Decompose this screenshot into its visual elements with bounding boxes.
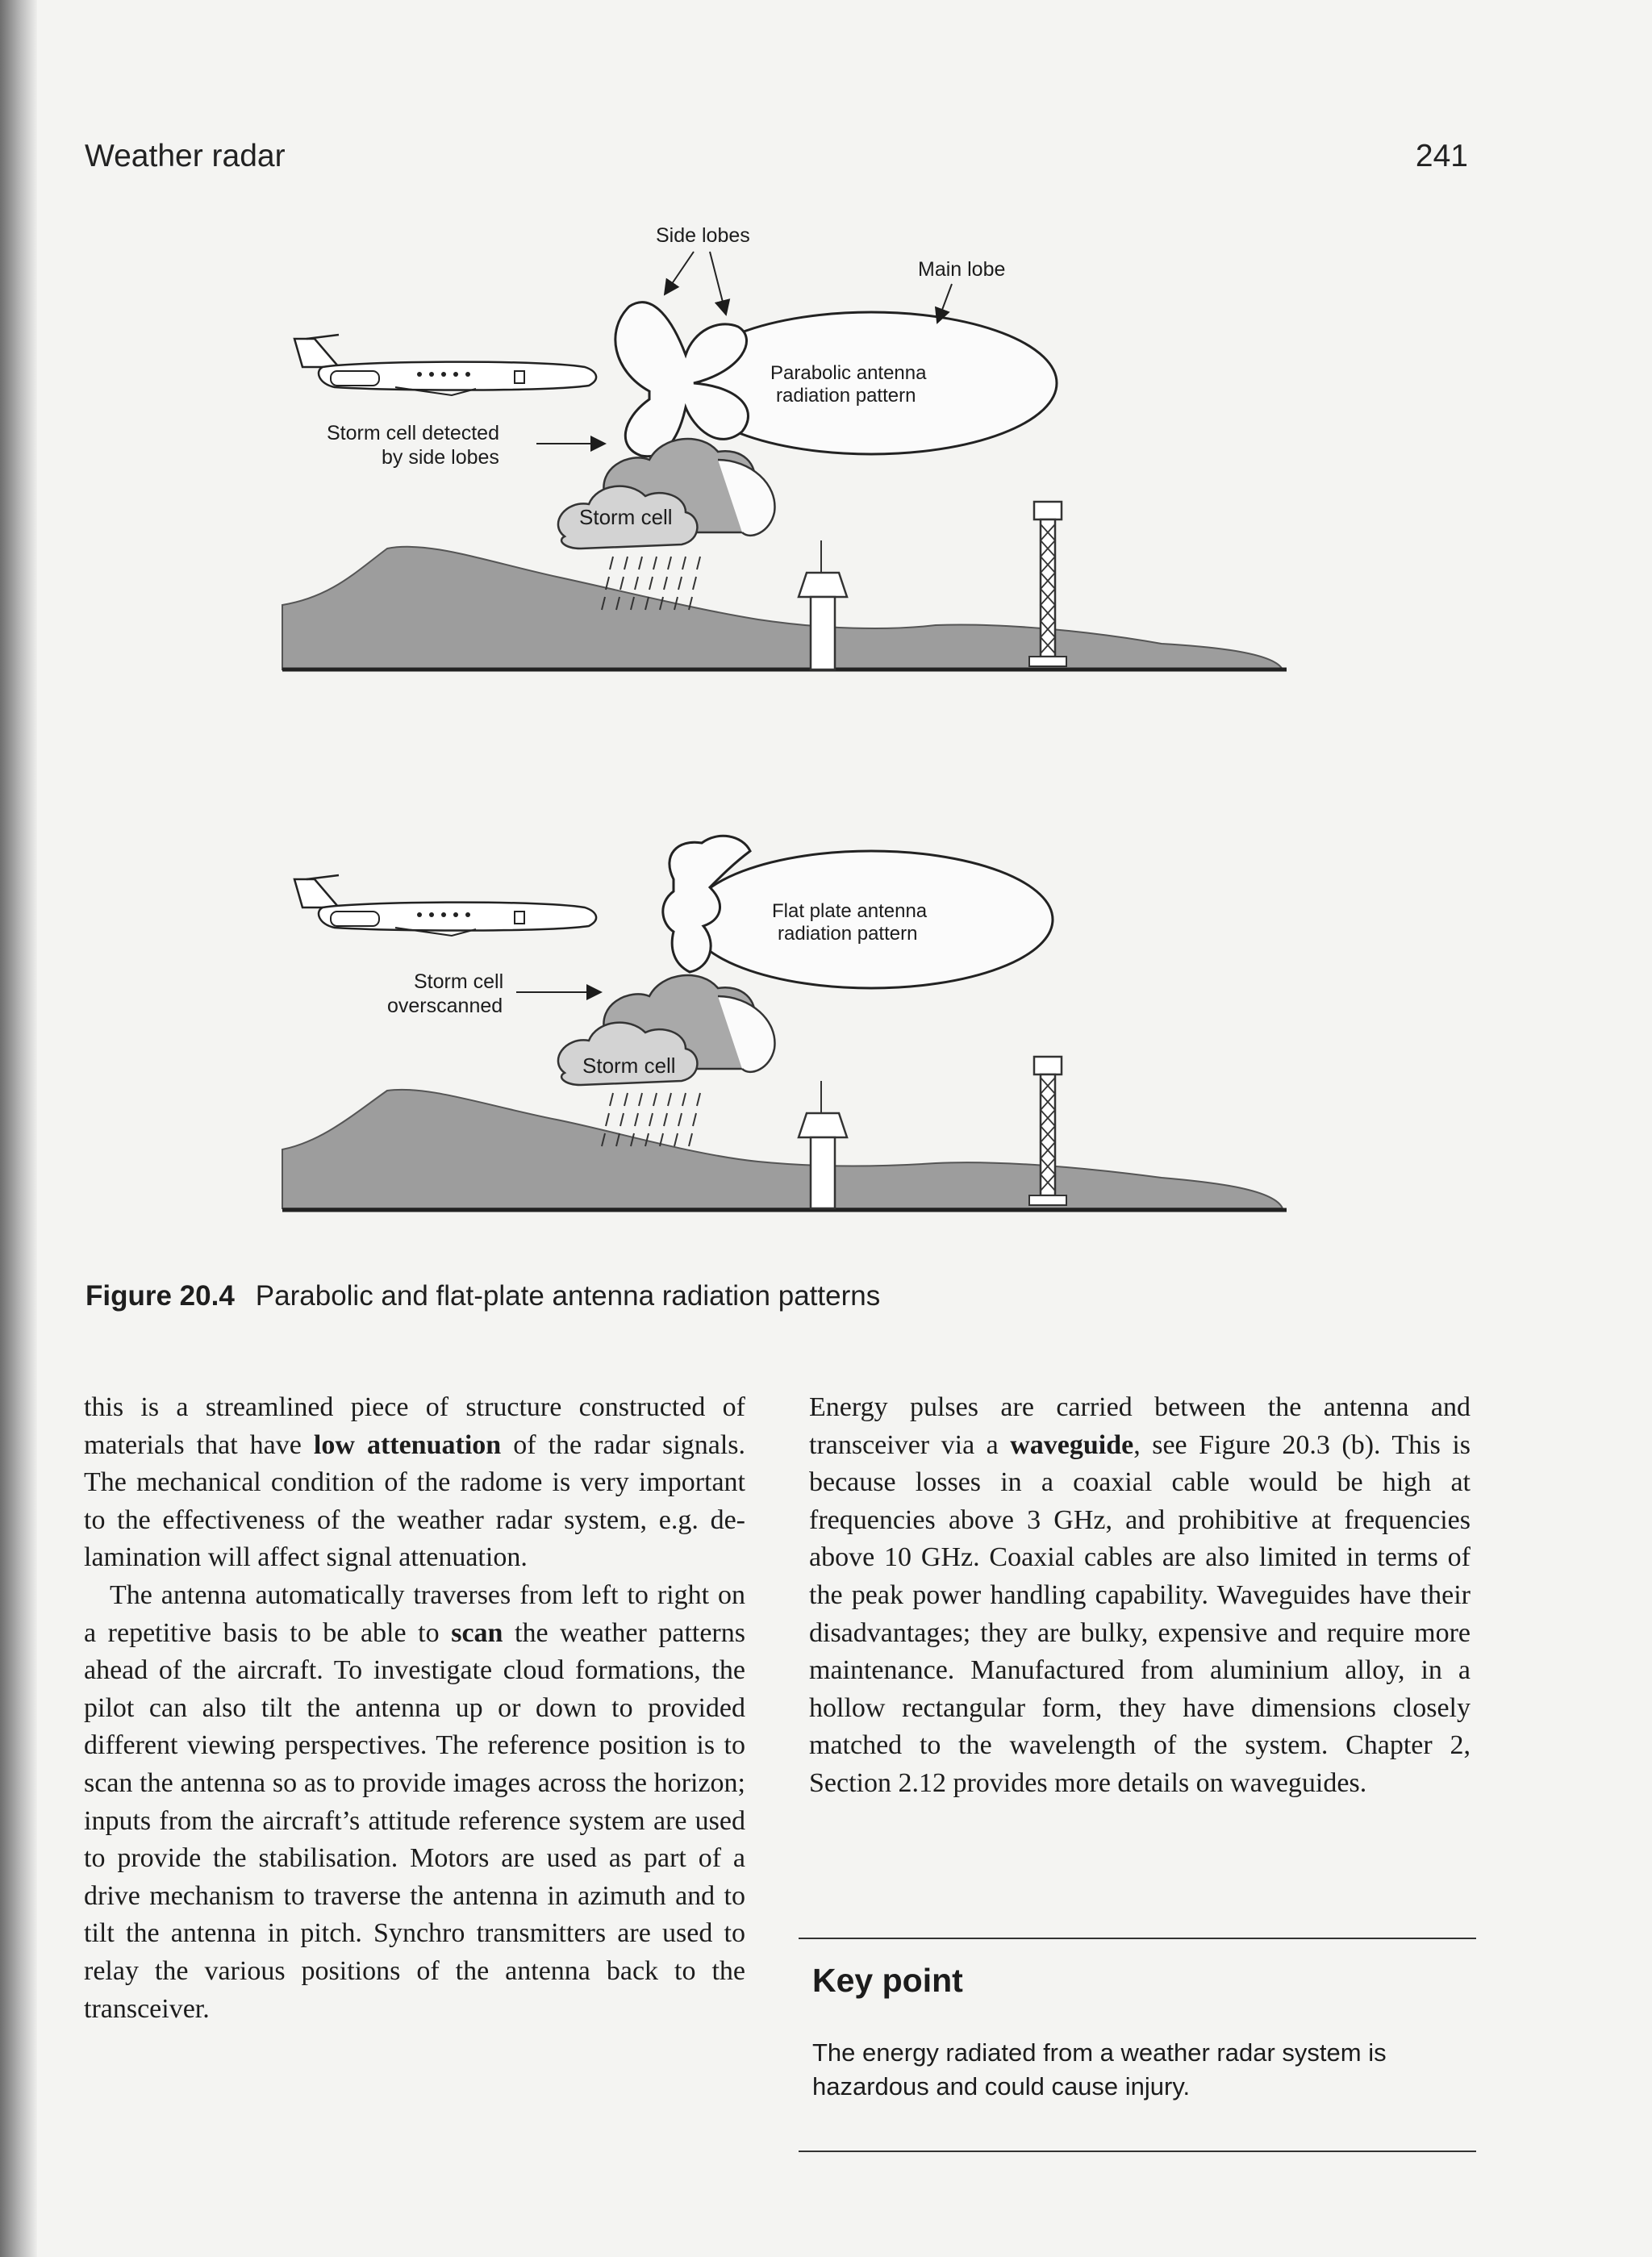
label-side-lobes: Side lobes [656, 224, 750, 247]
aircraft-bottom [294, 875, 596, 936]
label-detected-1: Storm cell detected [327, 422, 499, 444]
key-point-top-rule [799, 1938, 1476, 1939]
label-parabolic-1: Parabolic antenna [770, 362, 927, 384]
aircraft-top [294, 335, 596, 395]
left-paragraph-2: The antenna automatically traverses from left to right on a repetitive basis to be able to scan the weather patterns ahead of the aircraft. To investigate cloud formations, the pilot can also tilt the antenna up or down to provided different viewing perspectives. The reference position is to scan the antenna so as to provide images across the horizon; inputs from the aircraft’s attitude reference system are used to provide the stabilisation. Motors are used as part of a drive mechanism to traverse the antenna in azimuth and to tilt the antenna in pitch. Synchro transmitters are used to relay the various positions of the antenna back to the transceiver. [84, 1579, 745, 2024]
figure-caption-text: Parabolic and flat-plate antenna radiation patterns [255, 1280, 881, 1312]
left-paragraph-1: this is a streamlined piece of structure constructed of materials that have low attenuation of the radar signals. The mechanical condition of the radome is very important to the effectiveness of the weather radar system, e.g. de-lamination will affect signal attenuation. [84, 1392, 745, 1573]
figure-20-4 [48, 218, 1355, 1258]
term-low-attenuation: low attenuation [313, 1429, 502, 1460]
left-column [84, 1389, 745, 2028]
running-title: Weather radar [85, 139, 286, 173]
terrain-bottom [282, 1090, 1283, 1208]
label-overscanned-1: Storm cell [414, 970, 504, 993]
page-number: 241 [1415, 139, 1468, 173]
term-scan: scan [451, 1617, 503, 1648]
figure-caption [86, 1280, 1537, 1312]
figure-number: Figure 20.4 [86, 1280, 235, 1312]
key-point-bottom-rule [799, 2151, 1476, 2152]
label-parabolic-2: radiation pattern [776, 385, 916, 407]
panel-flat-plate [282, 836, 1287, 1210]
term-waveguide: waveguide [1010, 1429, 1134, 1460]
binding-shadow [0, 0, 37, 2257]
label-detected-2: by side lobes [382, 446, 499, 469]
right-paragraph-1: Energy pulses are carried between the antenna and transceiver via a waveguide, see Figure 20.3 (b). This is because losses in a coaxial cable would be high at frequencies above 3 GHz, and prohibitive at frequencies above 10 GHz. Coaxial cables are also limited in terms of the peak power handling capability. Waveguides have their disadvantages; they are bulky, expensive and require more maintenance. Manufactured from aluminium alloy, in a hollow rectangular form, they have dimensions closely matched to the wavelength of the system. Chapter 2, Section 2.12 provides more details on waveguides. [809, 1392, 1471, 1798]
label-storm-cell-bottom: Storm cell [582, 1053, 676, 1078]
label-storm-cell-top: Storm cell [579, 505, 673, 529]
terrain-top [282, 547, 1283, 670]
key-point-title: Key point [812, 1962, 963, 1999]
key-point-text: The energy radiated from a weather radar system is hazardous and could cause injury. [812, 2038, 1387, 2101]
label-flat-1: Flat plate antenna [772, 900, 928, 922]
label-flat-2: radiation pattern [778, 923, 918, 945]
panel-parabolic [282, 224, 1287, 670]
right-column [809, 1389, 1471, 1803]
label-overscanned-2: overscanned [387, 995, 503, 1017]
label-main-lobe: Main lobe [918, 258, 1006, 281]
